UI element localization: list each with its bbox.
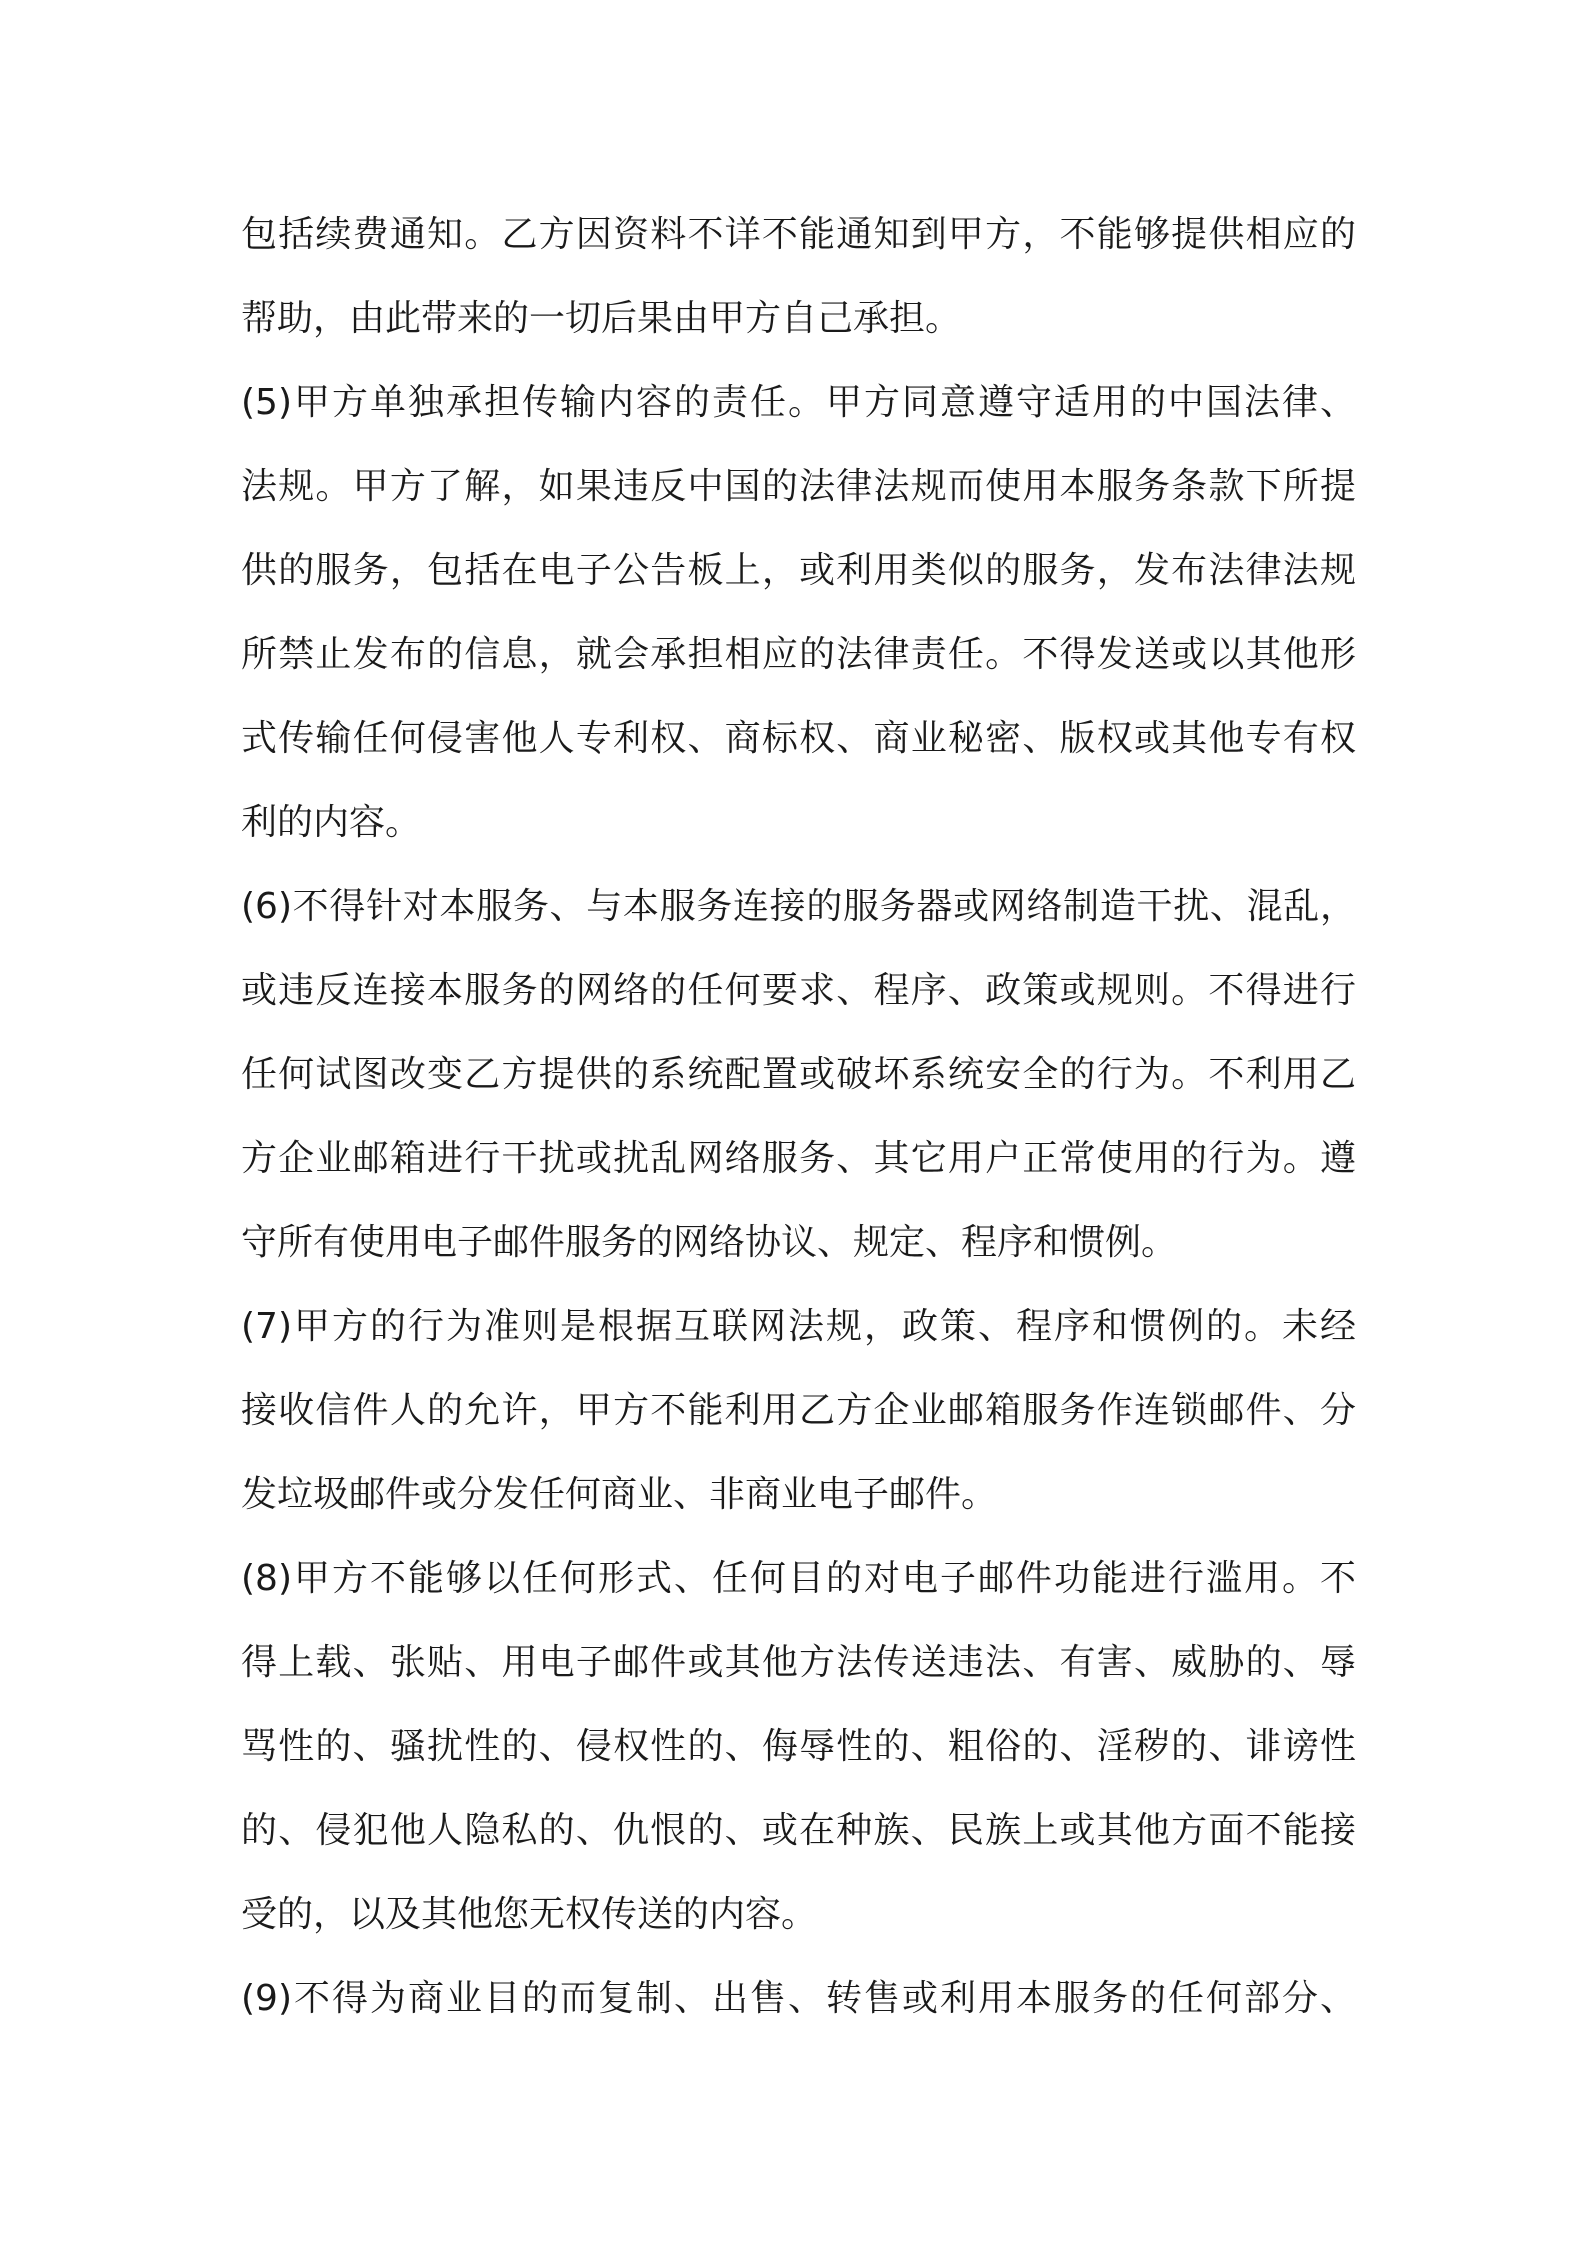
text-line: 发垃圾邮件或分发任何商业、非商业电子邮件。 — [241, 1474, 998, 1515]
text-line: 包括续费通知。乙方因资料不详不能通知到甲方，不能够提供相应的 — [241, 214, 1356, 255]
text-line: 得上载、张贴、用电子邮件或其他方法传送违法、有害、威胁的、辱 — [241, 1642, 1356, 1683]
text-line: 方企业邮箱进行干扰或扰乱网络服务、其它用户正常使用的行为。遵 — [241, 1138, 1356, 1179]
text-line: 的、侵犯他人隐私的、仇恨的、或在种族、民族上或其他方面不能接 — [241, 1810, 1356, 1851]
text-line: (8)甲方不能够以任何形式、任何目的对电子邮件功能进行滥用。不 — [241, 1558, 1356, 1599]
text-line: (6)不得针对本服务、与本服务连接的服务器或网络制造干扰、混乱， — [241, 886, 1356, 927]
text-line: 利的内容。 — [241, 802, 422, 843]
text-line: 所禁止发布的信息，就会承担相应的法律责任。不得发送或以其他形 — [241, 634, 1356, 675]
text-line: 任何试图改变乙方提供的系统配置或破坏系统安全的行为。不利用乙 — [241, 1054, 1356, 1095]
text-line: 接收信件人的允许，甲方不能利用乙方企业邮箱服务作连锁邮件、分 — [241, 1390, 1356, 1431]
text-line: (9)不得为商业目的而复制、出售、转售或利用本服务的任何部分、 — [241, 1978, 1356, 2019]
text-line: 式传输任何侵害他人专利权、商标权、商业秘密、版权或其他专有权 — [241, 718, 1356, 759]
text-line: (5)甲方单独承担传输内容的责任。甲方同意遵守适用的中国法律、 — [241, 382, 1356, 423]
text-line: 受的，以及其他您无权传送的内容。 — [241, 1894, 818, 1935]
text-line: 供的服务，包括在电子公告板上，或利用类似的服务，发布法律法规 — [241, 550, 1356, 591]
text-line: 或违反连接本服务的网络的任何要求、程序、政策或规则。不得进行 — [241, 970, 1356, 1011]
text-line: 法规。甲方了解，如果违反中国的法律法规而使用本服务条款下所提 — [241, 466, 1356, 507]
body-text — [241, 193, 1356, 2041]
text-line: 骂性的、骚扰性的、侵权性的、侮辱性的、粗俗的、淫秽的、诽谤性 — [241, 1726, 1356, 1767]
text-line: (7)甲方的行为准则是根据互联网法规，政策、程序和惯例的。未经 — [241, 1306, 1356, 1347]
text-line: 帮助，由此带来的一切后果由甲方自己承担。 — [241, 298, 962, 339]
text-line: 守所有使用电子邮件服务的网络协议、规定、程序和惯例。 — [241, 1222, 1178, 1263]
